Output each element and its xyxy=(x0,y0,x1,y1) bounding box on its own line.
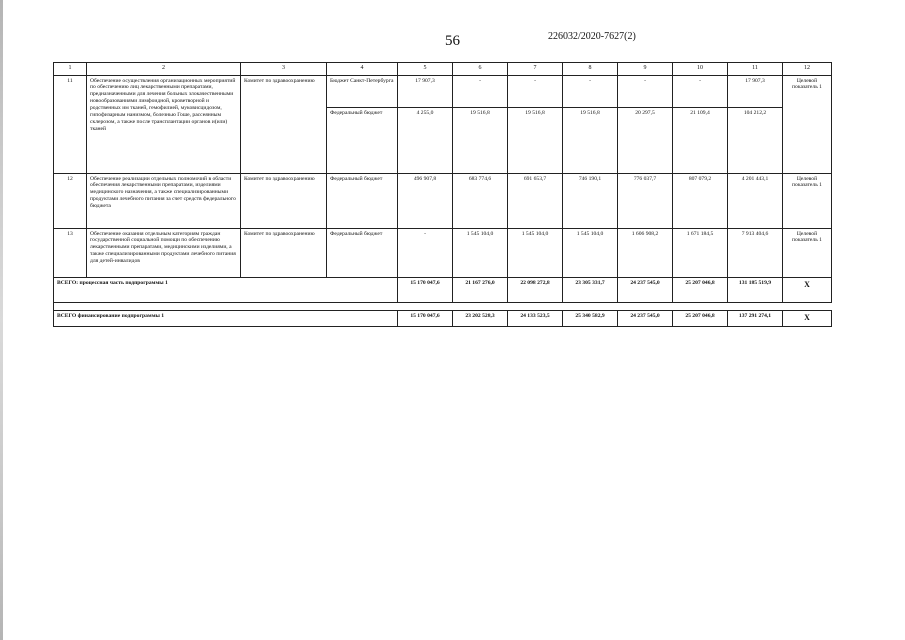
total-value: 22 098 272,8 xyxy=(508,277,563,302)
value-cell: 746 190,1 xyxy=(563,173,618,228)
row-description: Обеспечение осуществления организационных мероприятий по обеспечению лиц лекарственными препаратами, предназначенными для лечения больных злокачественными новообразованиями лимфоидной, кроветворной и родственных им тканей, гемофилией, муковисцидозом, гипофизарным нанизмом, болезнью Гоше, рассеянным склерозом, а также после трансплантации органов и(или) тканей xyxy=(87,75,241,173)
value-cell: 1 545 104,0 xyxy=(508,228,563,277)
value-cell: 20 297,5 xyxy=(618,107,673,173)
total-value: 21 167 276,0 xyxy=(453,277,508,302)
total-mark: Х xyxy=(783,277,832,302)
column-number: 8 xyxy=(563,63,618,76)
column-number-row xyxy=(54,63,832,76)
table-row xyxy=(54,173,832,228)
row-number: 11 xyxy=(54,75,87,173)
value-cell: 691 653,7 xyxy=(508,173,563,228)
total-mark: Х xyxy=(783,310,832,326)
value-cell: - xyxy=(673,75,728,107)
value-cell: 4 255,0 xyxy=(398,107,453,173)
column-number: 9 xyxy=(618,63,673,76)
value-cell: 4 201 443,1 xyxy=(728,173,783,228)
row-number: 13 xyxy=(54,228,87,277)
row-executor: Комитет по здравоохранению xyxy=(241,75,327,173)
value-cell: 807 079,2 xyxy=(673,173,728,228)
column-number: 6 xyxy=(453,63,508,76)
total-value: 137 291 274,1 xyxy=(728,310,783,326)
value-cell: 1 545 104,0 xyxy=(453,228,508,277)
spacer-row xyxy=(54,302,832,310)
total-row xyxy=(54,310,832,326)
target-indicator: Целевой показатель 1 xyxy=(783,75,832,173)
value-cell: 19 516,8 xyxy=(453,107,508,173)
value-cell: - xyxy=(618,75,673,107)
row-executor: Комитет по здравоохранению xyxy=(241,173,327,228)
value-cell: 1 671 184,5 xyxy=(673,228,728,277)
value-cell: 1 545 104,0 xyxy=(563,228,618,277)
row-executor: Комитет по здравоохранению xyxy=(241,228,327,277)
spacer-cell xyxy=(54,302,832,310)
value-cell: 17 907,3 xyxy=(398,75,453,107)
total-value: 15 170 047,6 xyxy=(398,277,453,302)
total-value: 23 202 528,3 xyxy=(453,310,508,326)
table-row xyxy=(54,75,832,107)
column-number: 10 xyxy=(673,63,728,76)
value-cell: 19 516,8 xyxy=(508,107,563,173)
row-number: 12 xyxy=(54,173,87,228)
table-row xyxy=(54,228,832,277)
total-value: 24 237 545,0 xyxy=(618,310,673,326)
total-row xyxy=(54,277,832,302)
row-description: Обеспечение реализации отдельных полномочий в области обеспечения лекарственными препаратами, изделиями медицинского назначения, а также специализированными продуктами лечебного питания за счет средств федерального бюджета xyxy=(87,173,241,228)
value-cell: 7 913 404,6 xyxy=(728,228,783,277)
funding-table xyxy=(53,62,832,327)
column-number: 1 xyxy=(54,63,87,76)
funding-source: Федеральный бюджет xyxy=(327,107,398,173)
document-id: 226032/2020-7627(2) xyxy=(548,31,636,42)
value-cell: 776 037,7 xyxy=(618,173,673,228)
total-value: 25 207 046,8 xyxy=(673,277,728,302)
total-value: 25 207 046,8 xyxy=(673,310,728,326)
total-value: 15 170 047,6 xyxy=(398,310,453,326)
total-value: 25 340 582,9 xyxy=(563,310,618,326)
column-number: 2 xyxy=(87,63,241,76)
column-number: 11 xyxy=(728,63,783,76)
column-number: 3 xyxy=(241,63,327,76)
value-cell: - xyxy=(453,75,508,107)
value-cell: - xyxy=(563,75,618,107)
total-label: ВСЕГО: процессная часть подпрограммы 1 xyxy=(54,277,398,302)
column-number: 5 xyxy=(398,63,453,76)
value-cell: 21 109,4 xyxy=(673,107,728,173)
total-value: 131 185 519,9 xyxy=(728,277,783,302)
value-cell: - xyxy=(508,75,563,107)
funding-source: Федеральный бюджет xyxy=(327,228,398,277)
column-number: 4 xyxy=(327,63,398,76)
value-cell: 17 907,3 xyxy=(728,75,783,107)
column-number: 12 xyxy=(783,63,832,76)
funding-source: Федеральный бюджет xyxy=(327,173,398,228)
total-value: 24 133 523,5 xyxy=(508,310,563,326)
value-cell: 496 907,8 xyxy=(398,173,453,228)
page-number: 56 xyxy=(445,33,460,49)
value-cell: 1 606 908,2 xyxy=(618,228,673,277)
target-indicator: Целевой показатель 1 xyxy=(783,228,832,277)
value-cell: 683 774,6 xyxy=(453,173,508,228)
column-number: 7 xyxy=(508,63,563,76)
value-cell: - xyxy=(398,228,453,277)
scan-edge-shadow xyxy=(0,0,3,640)
total-value: 23 305 331,7 xyxy=(563,277,618,302)
value-cell: 19 516,8 xyxy=(563,107,618,173)
total-value: 24 237 545,0 xyxy=(618,277,673,302)
total-label: ВСЕГО финансирование подпрограммы 1 xyxy=(54,310,398,326)
funding-source: Бюджет Санкт-Петербурга xyxy=(327,75,398,107)
target-indicator: Целевой показатель 1 xyxy=(783,173,832,228)
row-description: Обеспечение оказания отдельным категориям граждан государственной социальной помощи по обеспечению лекарственными препаратами, медицинскими изделиями, а также специализированными продуктами лечебного питания для детей-инвалидов xyxy=(87,228,241,277)
value-cell: 104 212,2 xyxy=(728,107,783,173)
